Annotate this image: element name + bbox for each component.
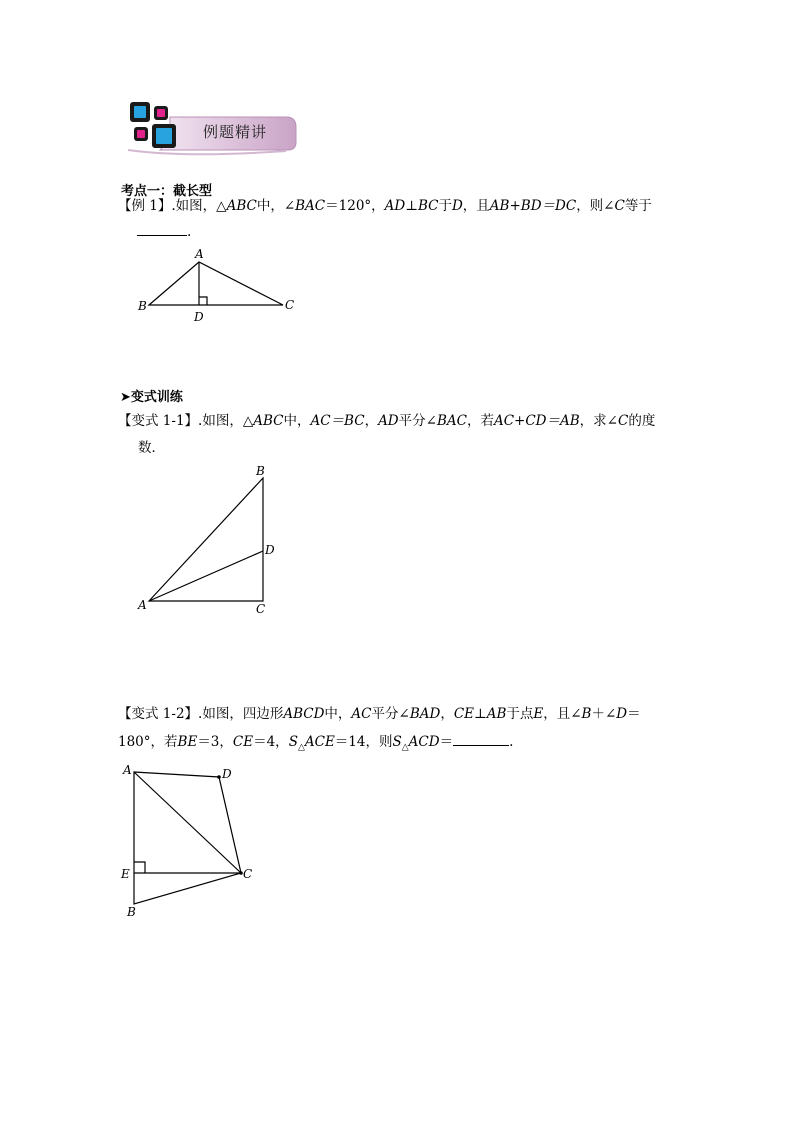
label-b: B bbox=[256, 464, 265, 478]
label-c: C bbox=[256, 602, 266, 616]
right-angle-mark bbox=[199, 297, 207, 305]
variant-1-2-figure bbox=[115, 758, 275, 923]
banner-label: 例题精讲 bbox=[203, 123, 268, 141]
label-a: A bbox=[123, 763, 132, 777]
variant-1-1-question: 【变式 1-1】.如图，△ABC中，AC＝BC，AD平分∠BAC，若AC+CD＝AB，求∠C的度 bbox=[118, 413, 656, 429]
label-b: B bbox=[138, 299, 147, 313]
label-e: E bbox=[121, 867, 130, 881]
label-b: B bbox=[127, 905, 136, 919]
bisector-ad bbox=[149, 551, 263, 601]
example-1-figure bbox=[130, 245, 310, 325]
quadrilateral-abcd bbox=[134, 772, 241, 904]
label-c: C bbox=[243, 867, 253, 881]
example-1-answer-line: . bbox=[137, 222, 191, 242]
variant-tag: 【变式 1-2】 bbox=[118, 706, 199, 722]
example-1-question: 【例 1】.如图，△ABC中，∠BAC＝120°，AD⊥BC于D，且AB+BD＝DC，则∠C等于 bbox=[118, 198, 652, 214]
answer-blank[interactable] bbox=[453, 745, 509, 746]
variant-training-header: ➤变式训练 bbox=[120, 390, 183, 405]
answer-blank[interactable] bbox=[137, 235, 187, 236]
label-a: A bbox=[195, 247, 204, 261]
triangle-abc bbox=[149, 262, 283, 305]
label-d: D bbox=[194, 310, 204, 324]
variant-1-2-question-cont: 180°，若BE＝3，CE＝4，$S_\triangle ACE=14$，则$S_\triangle ACD=$ . bbox=[118, 734, 514, 753]
label-a: A bbox=[138, 598, 147, 612]
variant-tag: 【变式 1-1】 bbox=[118, 413, 199, 429]
right-angle-mark bbox=[134, 862, 145, 873]
label-d: D bbox=[265, 543, 275, 557]
tiles-icon bbox=[130, 102, 176, 148]
label-d: D bbox=[222, 767, 232, 781]
variant-1-1-figure bbox=[130, 460, 290, 620]
diagonal-ac bbox=[134, 772, 241, 873]
variant-1-1-question-cont: 数． bbox=[138, 440, 165, 456]
example-tag: 【例 1】 bbox=[118, 198, 172, 214]
variant-1-2-question: 【变式 1-2】.如图，四边形ABCD中，AC平分∠BAD，CE⊥AB于点E，且∠B＋∠D＝ bbox=[118, 706, 641, 722]
triangle-abc bbox=[149, 478, 263, 601]
section-title: 考点一：截长型 bbox=[121, 184, 213, 199]
label-c: C bbox=[285, 298, 295, 312]
